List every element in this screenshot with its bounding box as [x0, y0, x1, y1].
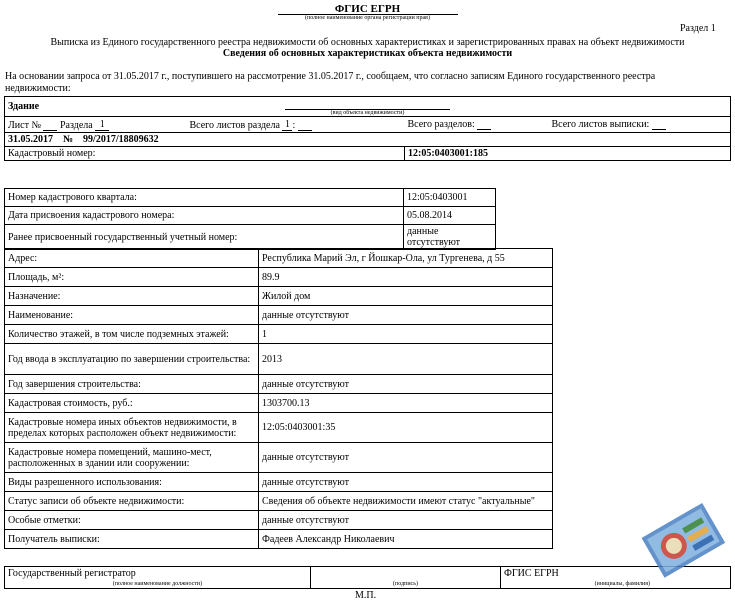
document-title: Выписка из Единого государственного реестра недвижимости об основных характеристиках и зарегистрированных правах на объект недвижимости	[50, 37, 685, 48]
object-info-table	[4, 96, 731, 161]
table-row: Год завершения строительства: данные отсутствуют	[5, 375, 553, 394]
cadastral-number-value: 12:05:0403001:185	[405, 147, 731, 161]
sheets-total-cell: Всего листов выписки:	[549, 117, 731, 133]
table-row: Наименование: данные отсутствуют	[5, 306, 553, 325]
table-row: Адрес: Республика Марий Эл, г Йошкар-Ола, ул Тургенева, д 55	[5, 249, 553, 268]
table-row: Номер кадастрового квартала: 12:05:0403001	[5, 189, 496, 207]
table-row: Год ввода в эксплуатацию по завершении строительства: 2013	[5, 344, 553, 375]
table-row: Получатель выписки: Фадеев Александр Николаевич	[5, 530, 553, 549]
position-caption: (полное наименование должности)	[5, 580, 311, 588]
signature-caption: (подпись)	[311, 580, 501, 588]
registrar-label: Государственный регистратор	[5, 567, 311, 581]
sections-total-cell: Всего разделов:	[405, 117, 549, 133]
watermark-logo	[634, 500, 730, 580]
table-row: Кадастровые номера иных объектов недвижимости, в пределах которых расположен объект недвижимости: 12:05:0403001:35	[5, 413, 553, 443]
table-row: Виды разрешенного использования: данные отсутствуют	[5, 473, 553, 492]
table-row: Особые отметки: данные отсутствуют	[5, 511, 553, 530]
signature-table	[4, 566, 731, 589]
object-characteristics-table	[4, 248, 553, 549]
object-type-caption: (вид объекта недвижимости)	[285, 109, 450, 116]
table-row: Дата присвоения кадастрового номера: 05.08.2014	[5, 207, 496, 225]
section-label: Раздел 1	[680, 23, 716, 34]
date-number: 31.05.2017 № 99/2017/18809632	[5, 133, 731, 147]
table-row: Ранее присвоенный государственный учетный номер: данные отсутствуют	[5, 225, 496, 250]
agency-title: ФГИС ЕГРН	[334, 3, 401, 15]
document-subtitle: Сведения об основных характеристиках объекта недвижимости	[222, 48, 513, 59]
stamp-label: М.П.	[355, 590, 377, 601]
object-type: Здание	[8, 101, 40, 112]
initials-caption: (инициалы, фамилия)	[501, 580, 731, 588]
intro-text: На основании запроса от 31.05.2017 г., поступившего на рассмотрение 31.05.2017 г., сообщаем, что согласно записям Единого государственного реестра недвижимости:	[5, 71, 656, 94]
agency-caption: (полное наименование органа регистрации прав)	[304, 15, 431, 21]
cadastral-number-label: Кадастровый номер:	[5, 147, 405, 161]
registrar-agency: ФГИС ЕГРН	[501, 567, 731, 581]
table-row: Кадастровые номера помещений, машино-мест, расположенных в здании или сооружении: данные отсутствуют	[5, 443, 553, 473]
sheet-cell: Лист № Раздела 1	[5, 117, 187, 133]
table-row: Назначение: Жилой дом	[5, 287, 553, 306]
table-row: Кадастровая стоимость, руб.: 1303700.13	[5, 394, 553, 413]
cadastral-info-table	[4, 188, 496, 250]
table-row: Статус записи об объекте недвижимости: Сведения об объекте недвижимости имеют статус "актуальные"	[5, 492, 553, 511]
sheets-in-section-cell: Всего листов раздела 1 :	[187, 117, 405, 133]
table-row: Площадь, м²: 89.9	[5, 268, 553, 287]
table-row: Количество этажей, в том числе подземных этажей: 1	[5, 325, 553, 344]
